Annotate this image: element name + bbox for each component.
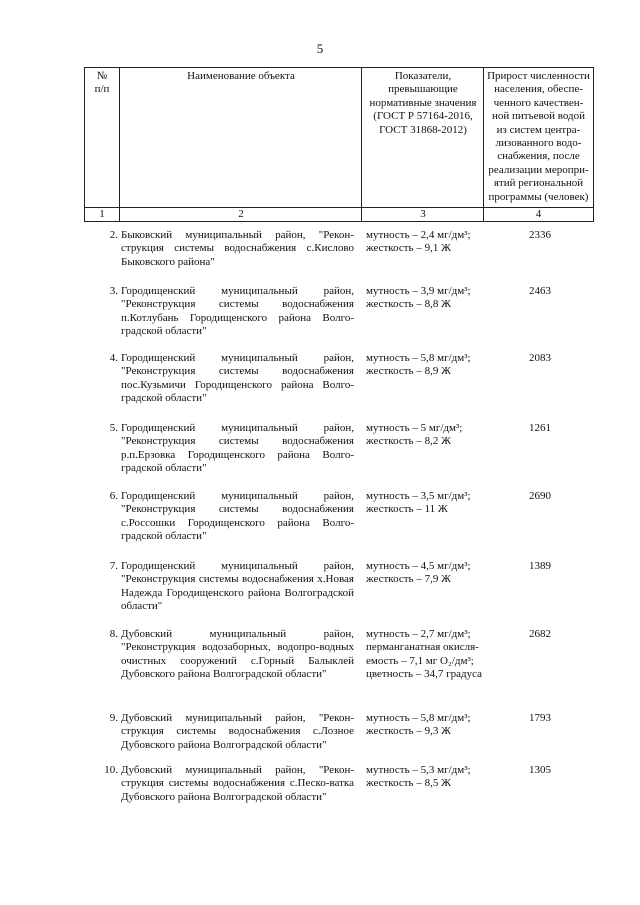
indicator-line: перманганатная окисля- — [366, 641, 479, 654]
object-name: Быковский муниципальный район, "Рекон-струкция системы водоснабжения с.Кислово Быковского района" — [121, 229, 354, 268]
table-numbers-bottom-border — [84, 221, 593, 222]
indicators — [366, 628, 485, 682]
row-number: 3. — [109, 285, 118, 297]
object-name: Дубовский муниципальный район, "Реконструкция водозаборных, водопро-водных очистных сооружений с.Горный Балыклей Дубовского района Волгоградской области" — [121, 628, 354, 681]
header-no: № п/п — [94, 70, 110, 96]
object-name: Городищенский муниципальный район, "Реконструкция системы водоснабжения р.п.Ерзовка Городищенского района Волго-градской области" — [121, 422, 354, 475]
column-divider-3 — [483, 67, 484, 222]
indicator-line: мутность – 5 мг/дм³; — [366, 422, 463, 434]
population-growth: 2463 — [529, 285, 551, 297]
object-name: Городищенский муниципальный район, "Реконструкция системы водоснабжения пос.Кузьмичи Городищенского района Волго-градской области" — [121, 352, 354, 405]
column-divider-2 — [361, 67, 362, 222]
indicator-line: мутность – 3,9 мг/дм³; — [366, 285, 471, 297]
table-top-border — [84, 67, 593, 68]
row-number: 4. — [109, 352, 118, 364]
indicator-line: жесткость – 7,9 Ж — [366, 573, 451, 586]
indicator-line: емость – 7,1 мг О₂/дм³; — [366, 654, 474, 667]
row-number: 5. — [109, 422, 118, 434]
indicators — [366, 764, 485, 791]
indicators — [366, 490, 485, 517]
indicators — [366, 229, 485, 256]
table-right-border — [593, 67, 594, 222]
header-growth: Прирост численности населения, обеспе- ченного качествен- ной питьевой водой из систем центра- лизованного водо- снабжения, после реализации меропри- ятий региональной программы (человек) — [487, 70, 590, 203]
object-name: Городищенский муниципальный район, "Реконструкция системы водоснабжения х.Новая Надежда Городищенского района Волгоградской области" — [121, 560, 354, 613]
indicator-line: жесткость – 9,1 Ж — [366, 242, 451, 255]
object-name: Городищенский муниципальный район, "Реконструкция системы водоснабжения с.Россошки Городищенского района Волго-градской области" — [121, 490, 354, 543]
population-growth: 1261 — [529, 422, 551, 434]
row-number: 8. — [109, 628, 118, 640]
population-growth: 2682 — [529, 628, 551, 640]
indicator-line: мутность – 5,3 мг/дм³; — [366, 764, 471, 776]
indicator-line: жесткость – 8,9 Ж — [366, 365, 451, 378]
indicator-line: мутность – 2,4 мг/дм³; — [366, 229, 471, 241]
population-growth: 2690 — [529, 490, 551, 502]
indicator-line: цветность – 34,7 градуса — [366, 668, 482, 681]
header-indicators: Показатели, превышающие нормативные значения (ГОСТ Р 57164-2016, ГОСТ 31868-2012) — [369, 70, 477, 136]
header-name: Наименование объекта — [187, 70, 295, 82]
population-growth: 1793 — [529, 712, 551, 724]
indicator-line: жесткость – 8,5 Ж — [366, 777, 451, 790]
object-name: Дубовский муниципальный район, "Рекон-струкция системы водоснабжения с.Лозное Дубовского района Волгоградской области" — [121, 712, 354, 751]
indicators — [366, 422, 485, 449]
indicator-line: жесткость – 8,8 Ж — [366, 298, 451, 311]
row-number: 2. — [109, 229, 118, 241]
indicator-line: мутность – 2,7 мг/дм³; — [366, 628, 471, 640]
column-number-1: 1 — [99, 208, 105, 220]
population-growth: 2336 — [529, 229, 551, 241]
indicator-line: мутность – 5,8 мг/дм³; — [366, 352, 471, 364]
indicators — [366, 285, 485, 312]
indicators — [366, 352, 485, 379]
population-growth: 1389 — [529, 560, 551, 572]
column-divider-1 — [119, 67, 120, 222]
indicator-line: мутность – 3,5 мг/дм³; — [366, 490, 471, 502]
column-number-2: 2 — [238, 208, 244, 220]
indicator-line: мутность – 5,8 мг/дм³; — [366, 712, 471, 724]
population-growth: 1305 — [529, 764, 551, 776]
object-name: Городищенский муниципальный район, "Реконструкция системы водоснабжения п.Котлубань Городищенского района Волго-градской области" — [121, 285, 354, 338]
row-number: 6. — [109, 490, 118, 502]
indicator-line: жесткость – 9,3 Ж — [366, 725, 451, 738]
page-number: 5 — [316, 41, 324, 56]
object-name: Дубовский муниципальный район, "Рекон-струкция системы водоснабжения с.Песко-ватка Дубовского района Волгоградской области" — [121, 764, 354, 803]
indicator-line: жесткость – 8,2 Ж — [366, 435, 451, 448]
column-number-3: 3 — [420, 208, 426, 220]
row-number: 9. — [109, 712, 118, 724]
row-number: 7. — [109, 560, 118, 572]
indicators — [366, 560, 485, 587]
row-number: 10. — [104, 764, 118, 776]
population-growth: 2083 — [529, 352, 551, 364]
indicator-line: мутность – 4,5 мг/дм³; — [366, 560, 471, 572]
column-number-4: 4 — [535, 208, 542, 220]
indicator-line: жесткость – 11 Ж — [366, 503, 448, 516]
indicators — [366, 712, 485, 739]
